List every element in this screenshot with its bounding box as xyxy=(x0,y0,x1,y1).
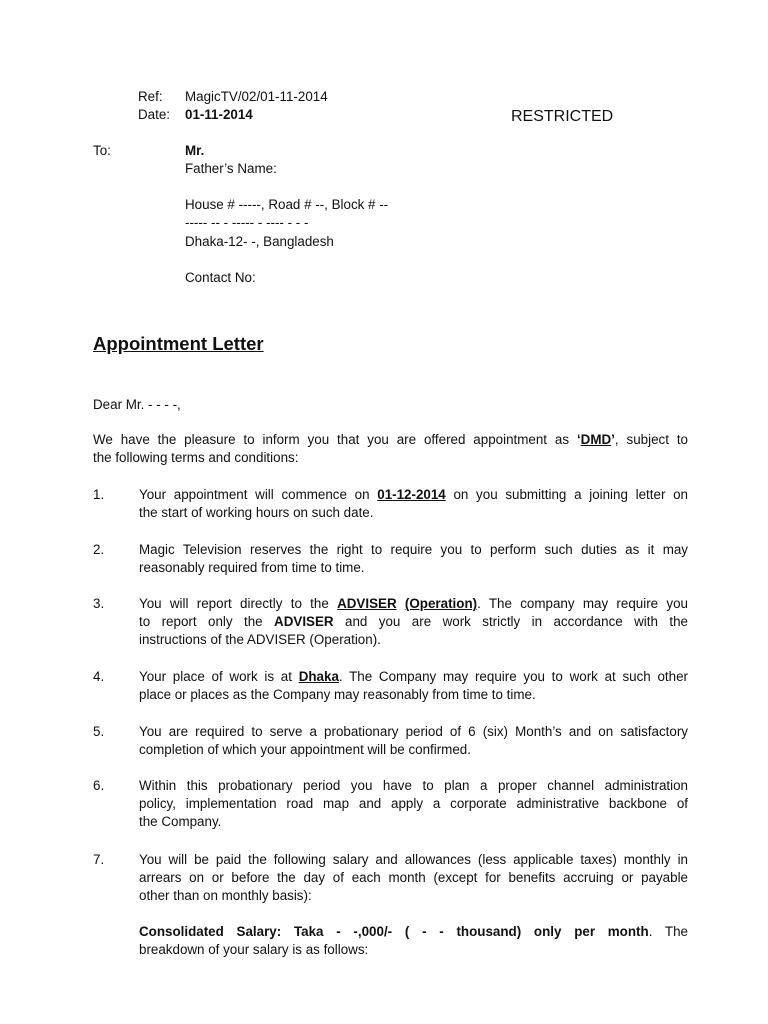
recipient-name: Mr. xyxy=(185,143,205,158)
term-number: 6. xyxy=(93,778,105,793)
term-3-text-pre: You will report directly to the xyxy=(139,596,338,611)
quote-open: ‘ xyxy=(576,432,581,447)
salary-line-1 xyxy=(139,923,688,941)
term-7-line-3: other than on monthly basis): xyxy=(139,888,312,903)
term-number: 4. xyxy=(93,669,105,684)
reporting-role: ADVISER xyxy=(337,596,397,611)
term-3-text xyxy=(139,595,688,649)
term-2-line-2: reasonably required from time to time. xyxy=(139,560,365,575)
consolidated-salary: Consolidated Salary: Taka - -,000/- ( - - thousand) only per month xyxy=(139,924,649,939)
address-line-2: ----- -- - ----- - ---- - - - xyxy=(185,215,309,230)
term-7-line-1: You will be paid the following salary and allowances (less applicable taxes) monthly in xyxy=(139,852,688,867)
quote-close: ’ xyxy=(611,432,615,447)
term-number: 3. xyxy=(93,596,105,611)
term-1-text-pre: Your appointment will commence on xyxy=(139,487,378,502)
term-4-line-1 xyxy=(139,668,688,686)
term-5-line-1: You are required to serve a probationary period of 6 (six) Month’s and on satisfactory xyxy=(139,724,688,739)
address-line-3: Dhaka-12- -, Bangladesh xyxy=(185,234,334,249)
document-title: Appointment Letter xyxy=(93,333,264,354)
term-number: 7. xyxy=(93,852,105,867)
term-7-text xyxy=(139,851,688,905)
intro-line-1 xyxy=(93,431,688,449)
term-3-line-3: instructions of the ADVISER (Operation). xyxy=(139,632,381,647)
term-1-line-1 xyxy=(139,486,688,504)
term-7-line-2: arrears on or before the day of each month (except for benefits accruing or payable xyxy=(139,870,688,885)
term-5-line-2: completion of which your appointment will be confirmed. xyxy=(139,742,471,757)
term-3-text-post: . The company may require you xyxy=(477,596,688,611)
reporting-department: (Operation) xyxy=(404,596,478,611)
term-2-text xyxy=(139,541,688,577)
term-1-text xyxy=(139,486,688,522)
intro-text: We have the pleasure to inform you that you are offered appointment as xyxy=(93,432,577,447)
intro-line-2: the following terms and conditions: xyxy=(93,450,299,465)
salutation: Dear Mr. - - - -, xyxy=(93,397,181,412)
classification-label: RESTRICTED xyxy=(511,108,614,125)
term-number: 5. xyxy=(93,724,105,739)
designation: DMD xyxy=(580,432,612,447)
term-6-line-3: the Company. xyxy=(139,814,222,829)
ref-value: MagicTV/02/01-11-2014 xyxy=(185,89,328,104)
term-4-text xyxy=(139,668,688,704)
term-3-line-2 xyxy=(139,613,688,631)
term-1-text-post: on you submitting a joining letter on xyxy=(445,487,688,502)
work-place: Dhaka xyxy=(298,669,339,684)
term-number: 2. xyxy=(93,542,105,557)
term-4-text-pre: Your place of work is at xyxy=(139,669,299,684)
term-2-line-1: Magic Television reserves the right to require you to perform such duties as it may xyxy=(139,542,688,557)
term-3-line-2-post: and you are work strictly in accordance with the xyxy=(333,614,688,629)
salary-line-2: breakdown of your salary is as follows: xyxy=(139,942,369,957)
term-number: 1. xyxy=(93,487,105,502)
reporting-role: ADVISER xyxy=(274,614,334,629)
commencement-date: 01-12-2014 xyxy=(377,487,446,502)
term-6-line-1: Within this probationary period you have to plan a proper channel administration xyxy=(139,778,688,793)
term-6-text xyxy=(139,777,688,831)
ref-label: Ref: xyxy=(138,89,163,104)
space xyxy=(397,596,405,611)
term-3-line-1 xyxy=(139,595,688,613)
contact-label: Contact No: xyxy=(185,270,256,285)
term-4-text-post: . The Company may require you to work at such other xyxy=(338,669,688,684)
father-name-label: Father’s Name: xyxy=(185,161,277,176)
date-value: 01-11-2014 xyxy=(185,107,253,122)
to-label: To: xyxy=(93,143,111,158)
term-1-line-2: the start of working hours on such date. xyxy=(139,505,374,520)
date-label: Date: xyxy=(138,107,171,122)
intro-paragraph xyxy=(93,431,688,467)
intro-text-tail: , subject to xyxy=(614,432,688,447)
address-line-1: House # -----, Road # --, Block # -- xyxy=(185,197,389,212)
term-6-line-2: policy, implementation road map and apply a corporate administrative backbone of xyxy=(139,796,688,811)
salary-paragraph xyxy=(139,923,688,959)
term-3-line-2-pre: to report only the xyxy=(139,614,275,629)
salary-line-1-tail: . The xyxy=(648,924,688,939)
term-5-text xyxy=(139,723,688,759)
term-4-line-2: place or places as the Company may reasonably from time to time. xyxy=(139,687,536,702)
